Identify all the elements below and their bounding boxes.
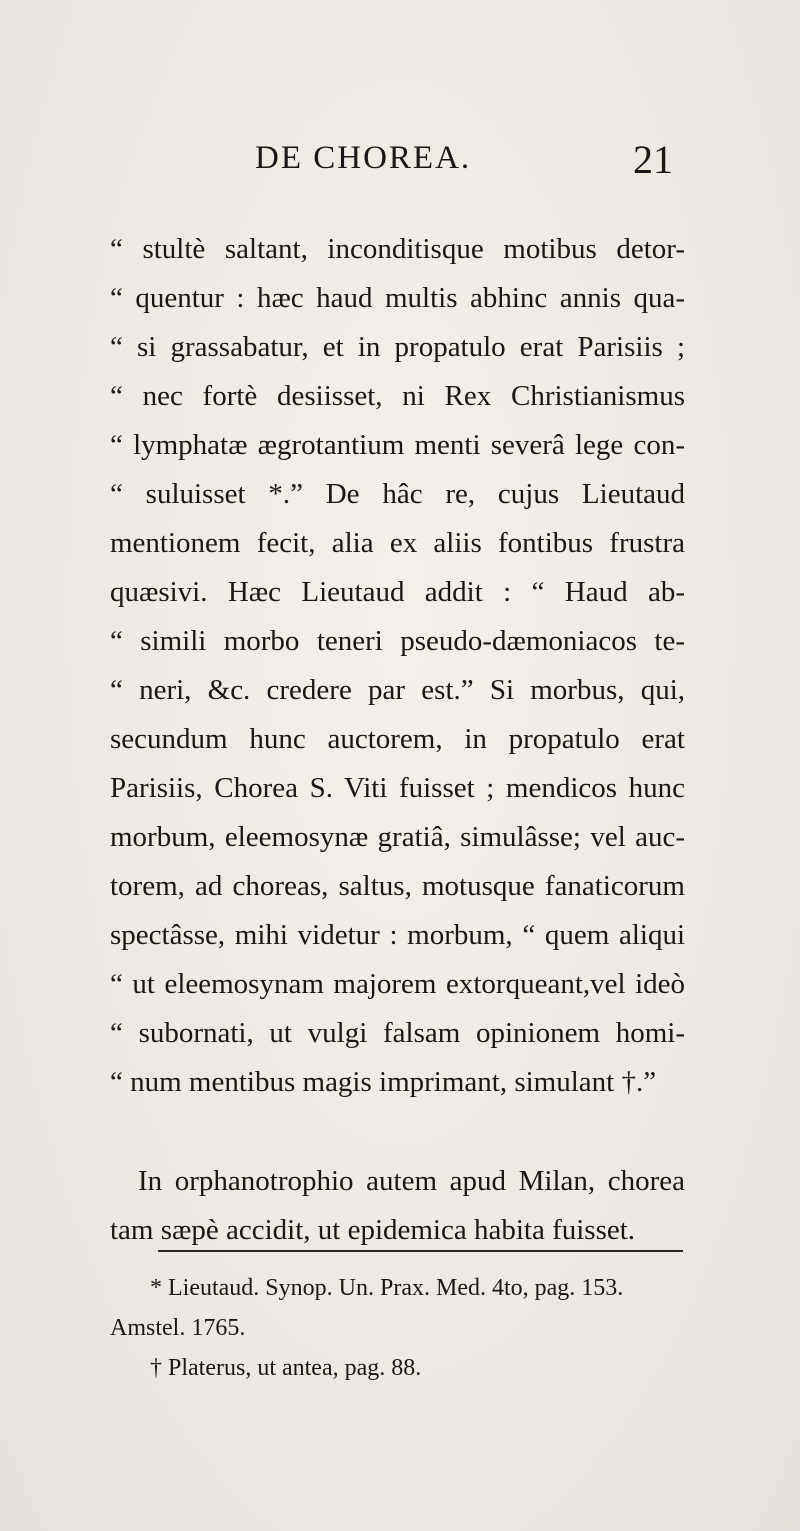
paragraph-gap — [110, 1107, 685, 1157]
running-head: DE CHOREA. — [255, 140, 472, 176]
text-line: “ lymphatæ ægrotantium menti severâ lege con- — [110, 429, 685, 461]
footnote-2: † Platerus, ut antea, pag. 88. — [150, 1355, 422, 1381]
text-line: morbum, eleemosynæ gratiâ, simulâsse; vel auc- — [110, 821, 685, 853]
text-line: mentionem fecit, alia ex aliis fontibus frustra — [110, 527, 685, 559]
text-line: “ stultè saltant, inconditisque motibus detor- — [110, 233, 685, 265]
footnotes — [110, 1268, 685, 1388]
text-line: “ num mentibus magis imprimant, simulant †.” — [110, 1066, 657, 1098]
text-line: “ si grassabatur, et in propatulo erat Parisiis ; — [110, 331, 685, 363]
text-line: In orphanotrophio autem apud Milan, chorea — [138, 1165, 685, 1197]
text-line: Parisiis, Chorea S. Viti fuisset ; mendicos hunc — [110, 772, 685, 804]
text-line: “ quentur : hæc haud multis abhinc annis qua- — [110, 282, 685, 314]
text-line: “ ut eleemosynam majorem extorqueant,vel ideò — [110, 968, 685, 1000]
footnote-rule — [158, 1250, 683, 1252]
text-line: “ simili morbo teneri pseudo-dæmoniacos te- — [110, 625, 685, 657]
footnote-1-continued: Amstel. 1765. — [110, 1315, 246, 1341]
page-number: 21 — [633, 137, 673, 182]
text-line: tam sæpè accidit, ut epidemica habita fuisset. — [110, 1214, 636, 1246]
page-header — [0, 137, 800, 190]
text-line: spectâsse, mihi videtur : morbum, “ quem aliqui — [110, 919, 685, 951]
footnote-1: * Lieutaud. Synop. Un. Prax. Med. 4to, pag. 153. — [150, 1275, 624, 1301]
text-line: secundum hunc auctorem, in propatulo erat — [110, 723, 685, 755]
text-line: “ neri, &c. credere par est.” Si morbus, qui, — [110, 674, 685, 706]
body-text — [110, 225, 685, 1255]
text-line: torem, ad choreas, saltus, motusque fanaticorum — [110, 870, 685, 902]
text-line: “ nec fortè desiisset, ni Rex Christianismus — [110, 380, 685, 412]
text-line: “ suluisset *.” De hâc re, cujus Lieutaud — [110, 478, 685, 510]
text-line: “ subornati, ut vulgi falsam opinionem homi- — [110, 1017, 685, 1049]
text-line: quæsivi. Hæc Lieutaud addit : “ Haud ab- — [110, 576, 685, 608]
